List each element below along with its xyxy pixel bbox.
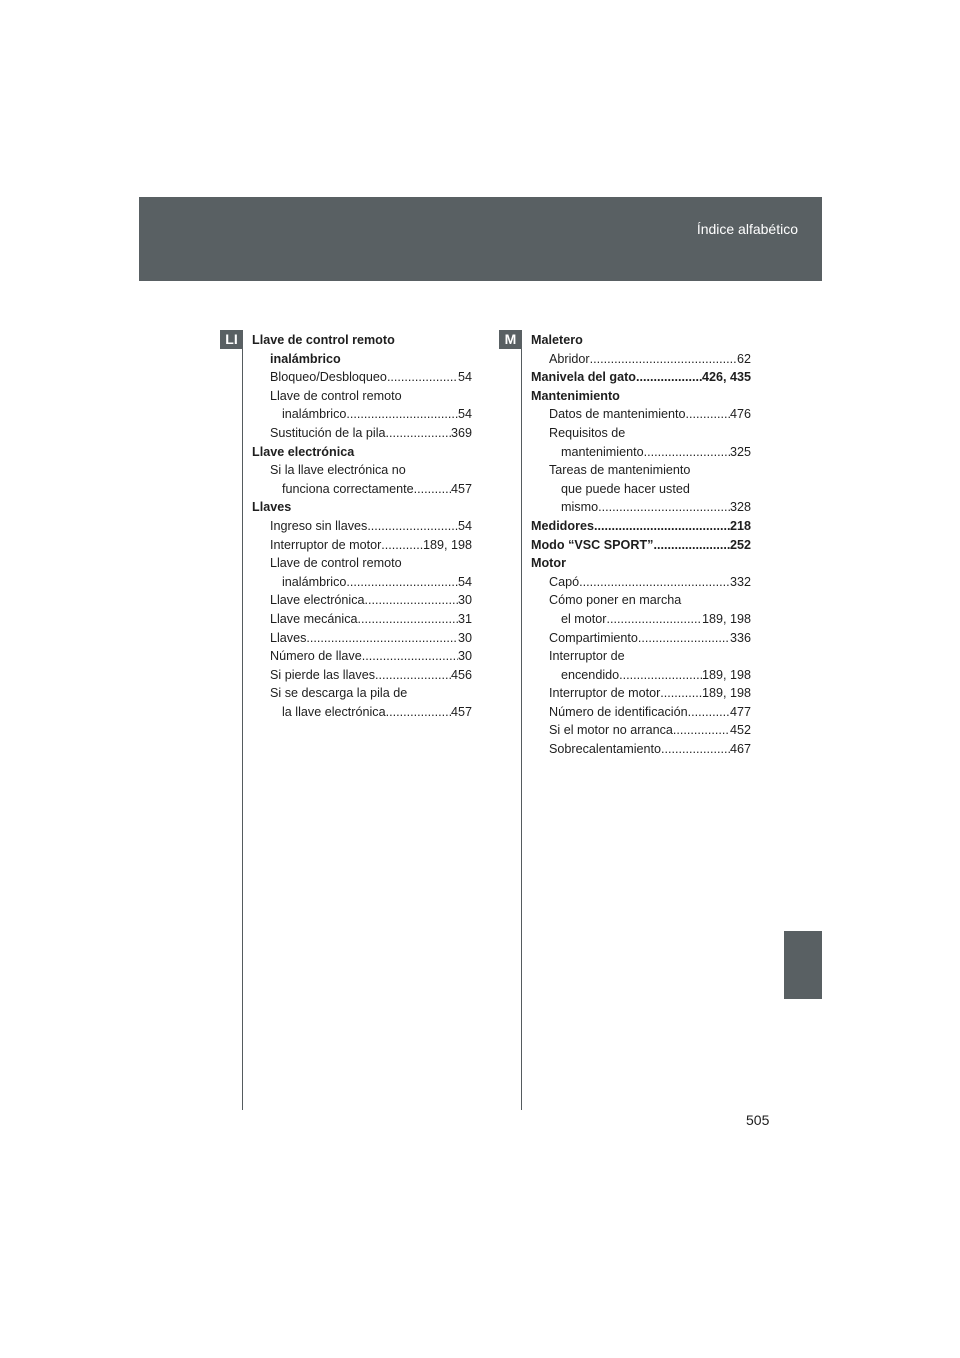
- dot-leader: [636, 368, 702, 387]
- index-entry: [252, 610, 472, 629]
- dot-leader: [387, 368, 458, 387]
- header-band: [139, 197, 822, 281]
- entry-text: Número de llave: [270, 649, 362, 664]
- index-heading: [252, 443, 472, 462]
- entry-text: Interruptor de motor: [270, 537, 382, 552]
- index-entry: [252, 387, 472, 406]
- index-heading: [531, 536, 751, 555]
- section-title: Índice alfabético: [696, 221, 798, 237]
- index-entry: [531, 666, 751, 685]
- entry-text: Requisitos de: [549, 425, 626, 440]
- entry-page: 30: [457, 630, 472, 645]
- dot-leader: [653, 536, 730, 555]
- entry-text: Si pierde las llaves: [270, 667, 375, 682]
- index-entry: [531, 740, 751, 759]
- entry-text: Modo “VSC SPORT”: [531, 537, 654, 552]
- index-entry: [531, 703, 751, 722]
- entry-text: inalámbrico: [282, 407, 347, 422]
- entry-text: Capó: [549, 574, 580, 589]
- entry-text: Número de identificación: [549, 704, 688, 719]
- entry-page: 325: [729, 444, 751, 459]
- index-entry: [252, 350, 472, 369]
- index-entry: [531, 629, 751, 648]
- entry-page: 31: [457, 611, 472, 626]
- entry-page: 54: [457, 574, 472, 589]
- entry-page: 477: [729, 704, 751, 719]
- index-heading: [531, 331, 751, 350]
- dot-leader: [594, 517, 730, 536]
- entry-text: Llaves: [270, 630, 307, 645]
- dot-leader: [638, 629, 730, 648]
- dot-leader: [598, 498, 730, 517]
- index-entry: [531, 647, 751, 666]
- entry-page: 467: [729, 742, 751, 757]
- entry-text: Llave de control remoto: [252, 333, 395, 347]
- entry-text: funciona correctamente: [282, 481, 414, 496]
- entry-text: Motor: [531, 556, 566, 571]
- entry-text: Llave de control remoto: [270, 556, 402, 571]
- dot-leader: [367, 517, 458, 536]
- entry-page: 54: [457, 407, 472, 422]
- dot-leader: [381, 536, 423, 555]
- section-tab: [784, 931, 822, 999]
- dot-leader: [386, 424, 451, 443]
- entry-text: Compartimiento: [549, 630, 638, 645]
- index-entry: [531, 480, 751, 499]
- entry-text: Llave electrónica: [270, 593, 365, 608]
- dot-leader: [661, 740, 730, 759]
- index-entry: [531, 573, 751, 592]
- dot-leader: [607, 610, 702, 629]
- entry-page: 456: [450, 667, 472, 682]
- entry-page: 252: [729, 537, 751, 552]
- entry-page: 189, 198: [701, 611, 751, 626]
- index-entry: [252, 629, 472, 648]
- entry-text: Llaves: [252, 500, 292, 515]
- entry-page: 452: [729, 723, 751, 738]
- dot-leader: [673, 721, 730, 740]
- entry-page: 457: [450, 481, 472, 496]
- entry-text: Si el motor no arranca: [549, 723, 673, 738]
- entry-page: 54: [457, 518, 472, 533]
- entry-text: Maletero: [531, 333, 583, 347]
- index-entry: [252, 591, 472, 610]
- entry-text: Bloqueo/Desbloqueo: [270, 370, 387, 385]
- dot-leader: [644, 443, 730, 462]
- index-entry: [252, 480, 472, 499]
- index-entry: [252, 517, 472, 536]
- index-heading: [531, 517, 751, 536]
- entry-page: 369: [450, 425, 472, 440]
- entry-page: 62: [736, 351, 751, 366]
- entry-page: 457: [450, 704, 472, 719]
- column-rule-right: [521, 330, 522, 1110]
- entry-text: Abridor: [549, 351, 590, 366]
- entry-text: Sobrecalentamiento: [549, 742, 662, 757]
- letter-badge-li: LI: [220, 330, 243, 349]
- entry-text: el motor: [561, 611, 607, 626]
- dot-leader: [362, 647, 458, 666]
- entry-page: 189, 198: [701, 686, 751, 701]
- index-entry: [531, 405, 751, 424]
- entry-text: inalámbrico: [282, 574, 347, 589]
- index-entry: [252, 666, 472, 685]
- entry-text: Interruptor de motor: [549, 686, 661, 701]
- entry-text: encendido: [561, 667, 620, 682]
- index-entry: [252, 536, 472, 555]
- index-entry: [531, 443, 751, 462]
- dot-leader: [590, 350, 737, 369]
- dot-leader: [365, 591, 458, 610]
- entry-text: Si se descarga la pila de: [270, 686, 408, 701]
- index-entry: [531, 684, 751, 703]
- dot-leader: [619, 666, 702, 685]
- entry-page: 54: [457, 370, 472, 385]
- entry-page: 426, 435: [701, 370, 751, 385]
- index-heading: [531, 554, 751, 573]
- dot-leader: [346, 405, 458, 424]
- index-entry: [531, 424, 751, 443]
- dot-leader: [306, 629, 458, 648]
- dot-leader: [579, 573, 730, 592]
- index-entry: [252, 703, 472, 722]
- entry-text: Datos de mantenimiento: [549, 407, 686, 422]
- entry-page: 30: [457, 593, 472, 608]
- entry-text: Llave de control remoto: [270, 388, 402, 403]
- entry-page: 189, 198: [701, 667, 751, 682]
- entry-page: 328: [729, 500, 751, 515]
- index-entry: [252, 424, 472, 443]
- entry-text: Interruptor de: [549, 649, 625, 664]
- index-entry: [252, 461, 472, 480]
- index-entry: [531, 498, 751, 517]
- entry-text: Medidores: [531, 518, 594, 533]
- index-entry: [252, 368, 472, 387]
- entry-text: inalámbrico: [270, 351, 341, 366]
- page-number: 505: [746, 1112, 770, 1128]
- entry-text: Llave electrónica: [252, 444, 355, 459]
- entry-text: Sustitución de la pila: [270, 425, 386, 440]
- index-entry: [531, 591, 751, 610]
- dot-leader: [386, 703, 451, 722]
- entry-text: mantenimiento: [561, 444, 644, 459]
- index-entry: [252, 647, 472, 666]
- entry-text: la llave electrónica: [282, 704, 386, 719]
- entry-text: que puede hacer usted: [561, 481, 690, 496]
- index-entry: [531, 350, 751, 369]
- index-entry: [252, 405, 472, 424]
- index-heading: [252, 498, 472, 517]
- letter-badge-m: M: [499, 330, 522, 349]
- entry-page: 218: [729, 518, 751, 533]
- index-entry: [252, 573, 472, 592]
- index-heading: [531, 387, 751, 406]
- dot-leader: [414, 480, 451, 499]
- entry-text: Manivela del gato: [531, 370, 636, 385]
- entry-text: Cómo poner en marcha: [549, 593, 682, 608]
- dot-leader: [660, 684, 702, 703]
- entry-text: mismo: [561, 500, 599, 515]
- entry-text: Ingreso sin llaves: [270, 518, 368, 533]
- dot-leader: [375, 666, 451, 685]
- dot-leader: [686, 405, 730, 424]
- index-entry: [252, 554, 472, 573]
- dot-leader: [688, 703, 730, 722]
- index-entry: [252, 684, 472, 703]
- index-entry: [531, 461, 751, 480]
- dot-leader: [346, 573, 458, 592]
- index-column-li: [252, 331, 472, 721]
- index-heading: [531, 368, 751, 387]
- entry-page: 30: [457, 649, 472, 664]
- entry-text: Llave mecánica: [270, 611, 358, 626]
- entry-page: 336: [729, 630, 751, 645]
- entry-text: Mantenimiento: [531, 388, 620, 403]
- entry-page: 332: [729, 574, 751, 589]
- entry-text: Tareas de mantenimiento: [549, 463, 691, 478]
- index-entry: [531, 610, 751, 629]
- column-rule-left: [242, 330, 243, 1110]
- entry-page: 189, 198: [422, 537, 472, 552]
- index-entry: [531, 721, 751, 740]
- entry-page: 476: [729, 407, 751, 422]
- index-heading: [252, 331, 472, 350]
- dot-leader: [358, 610, 458, 629]
- index-column-m: [531, 331, 751, 759]
- entry-text: Si la llave electrónica no: [270, 463, 406, 478]
